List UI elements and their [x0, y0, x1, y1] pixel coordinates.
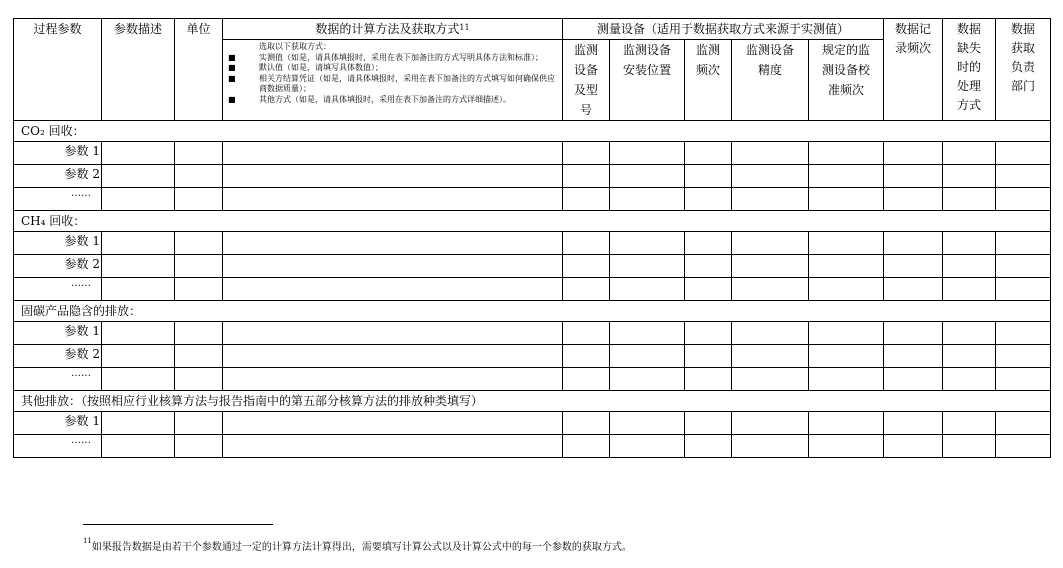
input-cell[interactable]	[996, 345, 1051, 368]
input-cell[interactable]	[102, 412, 175, 435]
section-row	[14, 121, 1051, 142]
input-cell[interactable]	[223, 188, 563, 211]
input-cell[interactable]	[563, 142, 610, 165]
table-row	[14, 188, 1051, 211]
input-cell[interactable]	[884, 368, 943, 391]
input-cell[interactable]	[943, 322, 996, 345]
header-calc-method-label: 数据的计算方法及获取方式	[315, 22, 460, 36]
header-measure-group: 测量设备（适用于数据获取方式来源于实测值）	[563, 19, 884, 40]
input-cell[interactable]	[685, 322, 732, 345]
param-name-cell: 参数 1	[14, 142, 102, 165]
input-cell[interactable]	[809, 255, 884, 278]
input-cell[interactable]	[102, 345, 175, 368]
section-title: 其他排放：（按照相应行业核算方法与报告指南中的第五部分核算方法的排放种类填写）	[14, 391, 1051, 412]
input-cell[interactable]	[996, 322, 1051, 345]
input-cell[interactable]	[732, 232, 809, 255]
param-name-cell: 参数 2	[14, 165, 102, 188]
input-cell[interactable]	[223, 412, 563, 435]
input-cell[interactable]	[809, 188, 884, 211]
input-cell[interactable]	[610, 278, 685, 301]
input-cell[interactable]	[175, 165, 223, 188]
input-cell[interactable]	[102, 435, 175, 458]
input-cell[interactable]	[809, 412, 884, 435]
input-cell[interactable]	[563, 188, 610, 211]
method-intro: 选取以下获取方式：	[259, 42, 331, 51]
input-cell[interactable]	[685, 412, 732, 435]
input-cell[interactable]	[809, 435, 884, 458]
input-cell[interactable]	[175, 278, 223, 301]
input-cell[interactable]	[685, 232, 732, 255]
method-option	[223, 53, 560, 64]
section-row	[14, 211, 1051, 232]
method-option-text: 默认值（如是，请填写具体数值）；	[259, 63, 383, 72]
input-cell[interactable]	[732, 188, 809, 211]
table-row	[14, 232, 1051, 255]
table-row	[14, 165, 1051, 188]
input-cell[interactable]	[610, 255, 685, 278]
input-cell[interactable]	[610, 412, 685, 435]
header-missing-handling: 数据缺失时的处理方式	[943, 19, 996, 121]
input-cell[interactable]	[996, 165, 1051, 188]
input-cell[interactable]	[884, 255, 943, 278]
input-cell[interactable]	[732, 165, 809, 188]
input-cell[interactable]	[610, 368, 685, 391]
input-cell[interactable]	[563, 412, 610, 435]
input-cell[interactable]	[102, 165, 175, 188]
input-cell[interactable]	[809, 368, 884, 391]
input-cell[interactable]	[175, 368, 223, 391]
input-cell[interactable]	[175, 142, 223, 165]
input-cell[interactable]	[610, 435, 685, 458]
param-name-cell: ……	[14, 278, 102, 301]
param-name-cell: 参数 2	[14, 255, 102, 278]
method-option-text: 相关方结算凭证（如是，请具体填报时，采用在表下加备注的方式填写如何确保供应商数据质量）；	[259, 73, 555, 93]
input-cell[interactable]	[809, 165, 884, 188]
input-cell[interactable]	[223, 142, 563, 165]
input-cell[interactable]	[102, 142, 175, 165]
header-responsible-dept: 数据获取负责部门	[996, 19, 1051, 121]
input-cell[interactable]	[996, 255, 1051, 278]
header-calc-method	[223, 19, 563, 40]
input-cell[interactable]	[943, 165, 996, 188]
input-cell[interactable]	[563, 345, 610, 368]
input-cell[interactable]	[175, 322, 223, 345]
input-cell[interactable]	[563, 255, 610, 278]
input-cell[interactable]	[685, 142, 732, 165]
input-cell[interactable]	[175, 435, 223, 458]
param-name-cell: ……	[14, 188, 102, 211]
input-cell[interactable]	[563, 232, 610, 255]
param-name-cell: 参数 2	[14, 345, 102, 368]
input-cell[interactable]	[102, 232, 175, 255]
input-cell[interactable]	[223, 165, 563, 188]
input-cell[interactable]	[884, 322, 943, 345]
table-row	[14, 345, 1051, 368]
input-cell[interactable]	[809, 232, 884, 255]
header-calibration-freq: 规定的监测设备校准频次	[809, 40, 884, 121]
input-cell[interactable]	[685, 278, 732, 301]
input-cell[interactable]	[685, 368, 732, 391]
input-cell[interactable]	[563, 435, 610, 458]
section-title: CO₂ 回收：	[14, 121, 1051, 142]
input-cell[interactable]	[175, 255, 223, 278]
input-cell[interactable]	[102, 188, 175, 211]
input-cell[interactable]	[732, 255, 809, 278]
input-cell[interactable]	[943, 345, 996, 368]
input-cell[interactable]	[943, 435, 996, 458]
footnote-ref: 11	[459, 23, 470, 32]
input-cell[interactable]	[943, 255, 996, 278]
table-row	[14, 412, 1051, 435]
input-cell[interactable]	[732, 322, 809, 345]
param-name-cell: 参数 1	[14, 412, 102, 435]
input-cell[interactable]	[223, 255, 563, 278]
table-row	[14, 322, 1051, 345]
input-cell[interactable]	[563, 322, 610, 345]
method-option-text: 其他方式（如是，请具体填报时，采用在表下加备注的方式详细描述）。	[259, 94, 511, 104]
input-cell[interactable]	[809, 278, 884, 301]
input-cell[interactable]	[884, 142, 943, 165]
input-cell[interactable]	[685, 188, 732, 211]
input-cell[interactable]	[996, 412, 1051, 435]
method-option	[223, 74, 560, 95]
input-cell[interactable]	[685, 165, 732, 188]
data-acquisition-table	[13, 18, 1051, 458]
input-cell[interactable]	[610, 322, 685, 345]
param-name-cell: 参数 1	[14, 322, 102, 345]
input-cell[interactable]	[685, 255, 732, 278]
input-cell[interactable]	[732, 412, 809, 435]
section-row	[14, 391, 1051, 412]
input-cell[interactable]	[732, 278, 809, 301]
method-options-cell	[223, 40, 563, 121]
input-cell[interactable]	[884, 232, 943, 255]
header-record-freq: 数据记录频次	[884, 19, 943, 121]
input-cell[interactable]	[610, 188, 685, 211]
section-title: CH₄ 回收：	[14, 211, 1051, 232]
input-cell[interactable]	[175, 345, 223, 368]
input-cell[interactable]	[223, 232, 563, 255]
input-cell[interactable]	[732, 345, 809, 368]
input-cell[interactable]	[610, 165, 685, 188]
input-cell[interactable]	[223, 278, 563, 301]
input-cell[interactable]	[102, 322, 175, 345]
input-cell[interactable]	[102, 278, 175, 301]
input-cell[interactable]	[732, 368, 809, 391]
header-unit: 单位	[175, 19, 223, 121]
table-row	[14, 368, 1051, 391]
footnote	[83, 538, 632, 553]
method-option-text: 实测值（如是，请具体填报时，采用在表下加备注的方式写明具体方法和标准）；	[259, 52, 543, 62]
input-cell[interactable]	[563, 165, 610, 188]
header-measure-accuracy: 监测设备精度	[732, 40, 809, 121]
input-cell[interactable]	[732, 435, 809, 458]
input-cell[interactable]	[996, 188, 1051, 211]
header-process-param: 过程参数	[14, 19, 102, 121]
input-cell[interactable]	[563, 278, 610, 301]
table-row	[14, 435, 1051, 458]
input-cell[interactable]	[943, 232, 996, 255]
input-cell[interactable]	[884, 165, 943, 188]
input-cell[interactable]	[223, 368, 563, 391]
input-cell[interactable]	[996, 278, 1051, 301]
input-cell[interactable]	[943, 278, 996, 301]
bullet-square-icon: ■	[228, 94, 236, 104]
param-name-cell: ……	[14, 368, 102, 391]
input-cell[interactable]	[809, 322, 884, 345]
table-row	[14, 142, 1051, 165]
bullet-square-icon: ■	[228, 63, 236, 72]
input-cell[interactable]	[884, 435, 943, 458]
section-row	[14, 301, 1051, 322]
method-option	[223, 95, 560, 106]
header-param-desc: 参数描述	[102, 19, 175, 121]
header-measure-device: 监测设备及型号	[563, 40, 610, 121]
header-measure-freq: 监测频次	[685, 40, 732, 121]
input-cell[interactable]	[685, 435, 732, 458]
input-cell[interactable]	[223, 435, 563, 458]
input-cell[interactable]	[996, 435, 1051, 458]
input-cell[interactable]	[175, 188, 223, 211]
bullet-square-icon: ■	[228, 52, 236, 62]
input-cell[interactable]	[996, 142, 1051, 165]
input-cell[interactable]	[223, 322, 563, 345]
footnote-divider	[83, 524, 273, 525]
input-cell[interactable]	[809, 345, 884, 368]
input-cell[interactable]	[102, 368, 175, 391]
input-cell[interactable]	[610, 232, 685, 255]
input-cell[interactable]	[563, 368, 610, 391]
input-cell[interactable]	[175, 412, 223, 435]
input-cell[interactable]	[223, 345, 563, 368]
table-row	[14, 255, 1051, 278]
param-name-cell: 参数 1	[14, 232, 102, 255]
footnote-mark: 11	[83, 537, 92, 545]
input-cell[interactable]	[943, 142, 996, 165]
input-cell[interactable]	[884, 278, 943, 301]
table-row	[14, 278, 1051, 301]
input-cell[interactable]	[175, 232, 223, 255]
input-cell[interactable]	[685, 345, 732, 368]
input-cell[interactable]	[884, 345, 943, 368]
input-cell[interactable]	[610, 345, 685, 368]
input-cell[interactable]	[884, 188, 943, 211]
bullet-square-icon: ■	[228, 73, 236, 83]
input-cell[interactable]	[943, 188, 996, 211]
header-measure-location: 监测设备安装位置	[610, 40, 685, 121]
input-cell[interactable]	[732, 142, 809, 165]
section-title: 固碳产品隐含的排放：	[14, 301, 1051, 322]
input-cell[interactable]	[943, 368, 996, 391]
input-cell[interactable]	[943, 412, 996, 435]
input-cell[interactable]	[884, 412, 943, 435]
input-cell[interactable]	[610, 142, 685, 165]
input-cell[interactable]	[996, 232, 1051, 255]
input-cell[interactable]	[809, 142, 884, 165]
param-name-cell: ……	[14, 435, 102, 458]
footnote-text: 如果报告数据是由若干个参数通过一定的计算方法计算得出，需要填写计算公式以及计算公式中的每一个参数的获取方式。	[91, 542, 632, 553]
input-cell[interactable]	[102, 255, 175, 278]
method-option	[223, 63, 560, 74]
input-cell[interactable]	[996, 368, 1051, 391]
